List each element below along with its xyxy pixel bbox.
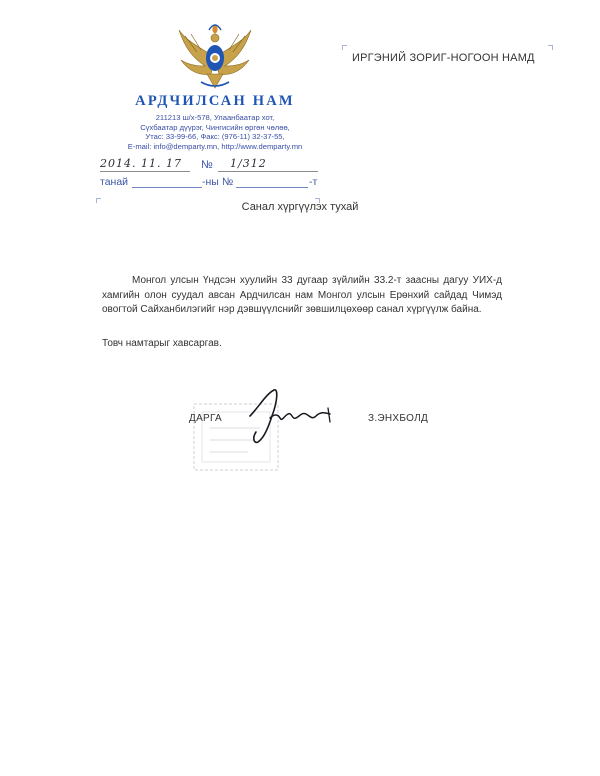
number-handwritten: 1/312 [230,157,267,170]
reply-prefix: танай [100,176,129,188]
body-paragraph: Монгол улсын Үндсэн хуулийн 33 дугаар зүйлийн 33.2-т заасны дагуу УИХ-д хамгийн олон суудал авсан Ардчилсан нам Монгол улсын Ерөнхий сайдад Чимэд овогтой Сайханбилэгийг нэр дэвшүүлснийг зөвшилцөхөөр санал хүргүүлж байна. [102,275,502,315]
number-line [218,171,318,172]
contact-address: 211213 ш/х-578, Улаанбаатар хот, [155,113,275,122]
reply-suffix-t: -т [309,176,318,188]
appendix-note: Товч намтарыг хавсаргав. [102,338,222,349]
reply-number-line [236,187,308,188]
reply-suffix-ny: -ны [202,176,219,188]
date-handwritten: 2014. 11. 17 [100,157,182,170]
party-name: АРДЧИЛСАН НАМ [135,93,295,109]
reply-date-line [132,187,202,188]
bracket-top-right [548,45,553,50]
signatory-name: З.ЭНХБОЛД [368,413,429,424]
party-emblem-icon [175,18,255,92]
signatory-position: ДАРГА [189,413,223,424]
date-line [100,171,190,172]
subject-line: Санал хүргүүлэх тухай [241,201,359,213]
recipient-address: ИРГЭНИЙ ЗОРИГ-НОГООН НАМД [352,52,535,64]
contact-district: Сүхбаатар дүүрэг, Чингисийн өргөн чөлөө, [140,122,290,132]
reply-no-label: № [222,176,234,188]
contact-email: E-mail: info@demparty.mn, http://www.demparty.mn [127,141,303,151]
number-label: № [201,159,213,171]
contact-block [95,113,335,151]
handwritten-signature [244,386,344,446]
bracket-top-left [342,45,347,50]
contact-phone: Утас: 33-99-66, Факс: (976-11) 32-37-55, [145,132,285,142]
